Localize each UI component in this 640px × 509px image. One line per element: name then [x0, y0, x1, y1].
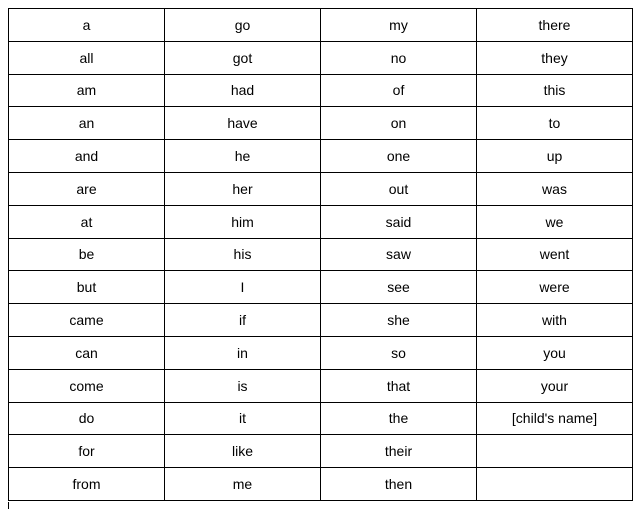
- word-cell[interactable]: on: [321, 107, 477, 140]
- word-cell[interactable]: are: [9, 172, 165, 205]
- word-cell[interactable]: my: [321, 9, 477, 42]
- word-cell[interactable]: were: [477, 271, 633, 304]
- word-cell[interactable]: with: [477, 304, 633, 337]
- word-cell[interactable]: the: [321, 402, 477, 435]
- word-cell[interactable]: there: [477, 9, 633, 42]
- word-cell[interactable]: a: [9, 9, 165, 42]
- word-cell[interactable]: be: [9, 238, 165, 271]
- word-cell[interactable]: we: [477, 205, 633, 238]
- word-cell[interactable]: in: [165, 336, 321, 369]
- word-cell[interactable]: am: [9, 74, 165, 107]
- word-cell[interactable]: [477, 435, 633, 468]
- table-row: [9, 172, 633, 205]
- table-row: [9, 468, 633, 501]
- table-row: [9, 140, 633, 173]
- table-row: [9, 74, 633, 107]
- table-row: [9, 402, 633, 435]
- sight-word-table: [8, 8, 633, 501]
- table-row: [9, 238, 633, 271]
- word-cell[interactable]: [477, 468, 633, 501]
- word-cell[interactable]: that: [321, 369, 477, 402]
- table-row: [9, 304, 633, 337]
- word-cell[interactable]: of: [321, 74, 477, 107]
- word-cell[interactable]: have: [165, 107, 321, 140]
- word-cell[interactable]: but: [9, 271, 165, 304]
- word-cell[interactable]: [child's name]: [477, 402, 633, 435]
- word-cell[interactable]: he: [165, 140, 321, 173]
- word-cell[interactable]: said: [321, 205, 477, 238]
- text-cursor: [8, 502, 9, 509]
- word-cell[interactable]: come: [9, 369, 165, 402]
- word-cell[interactable]: this: [477, 74, 633, 107]
- word-cell[interactable]: from: [9, 468, 165, 501]
- word-cell[interactable]: her: [165, 172, 321, 205]
- word-cell[interactable]: your: [477, 369, 633, 402]
- word-cell[interactable]: so: [321, 336, 477, 369]
- word-cell[interactable]: up: [477, 140, 633, 173]
- table-row: [9, 435, 633, 468]
- table-row: [9, 107, 633, 140]
- word-cell[interactable]: went: [477, 238, 633, 271]
- table-row: [9, 336, 633, 369]
- word-cell[interactable]: they: [477, 41, 633, 74]
- sight-word-table-body: [9, 9, 633, 501]
- word-cell[interactable]: at: [9, 205, 165, 238]
- word-cell[interactable]: had: [165, 74, 321, 107]
- word-cell[interactable]: I: [165, 271, 321, 304]
- word-cell[interactable]: she: [321, 304, 477, 337]
- word-cell[interactable]: me: [165, 468, 321, 501]
- word-cell[interactable]: it: [165, 402, 321, 435]
- word-cell[interactable]: one: [321, 140, 477, 173]
- word-cell[interactable]: like: [165, 435, 321, 468]
- word-cell[interactable]: came: [9, 304, 165, 337]
- word-cell[interactable]: can: [9, 336, 165, 369]
- word-cell[interactable]: is: [165, 369, 321, 402]
- table-row: [9, 9, 633, 42]
- table-row: [9, 41, 633, 74]
- word-cell[interactable]: their: [321, 435, 477, 468]
- word-cell[interactable]: and: [9, 140, 165, 173]
- word-cell[interactable]: you: [477, 336, 633, 369]
- word-cell[interactable]: an: [9, 107, 165, 140]
- word-cell[interactable]: do: [9, 402, 165, 435]
- table-row: [9, 205, 633, 238]
- table-row: [9, 271, 633, 304]
- word-cell[interactable]: no: [321, 41, 477, 74]
- word-cell[interactable]: out: [321, 172, 477, 205]
- word-cell[interactable]: all: [9, 41, 165, 74]
- word-cell[interactable]: to: [477, 107, 633, 140]
- word-cell[interactable]: for: [9, 435, 165, 468]
- word-cell[interactable]: got: [165, 41, 321, 74]
- table-row: [9, 369, 633, 402]
- word-cell[interactable]: then: [321, 468, 477, 501]
- word-cell[interactable]: his: [165, 238, 321, 271]
- word-cell[interactable]: him: [165, 205, 321, 238]
- word-cell[interactable]: was: [477, 172, 633, 205]
- word-cell[interactable]: saw: [321, 238, 477, 271]
- word-cell[interactable]: if: [165, 304, 321, 337]
- word-cell[interactable]: see: [321, 271, 477, 304]
- word-cell[interactable]: go: [165, 9, 321, 42]
